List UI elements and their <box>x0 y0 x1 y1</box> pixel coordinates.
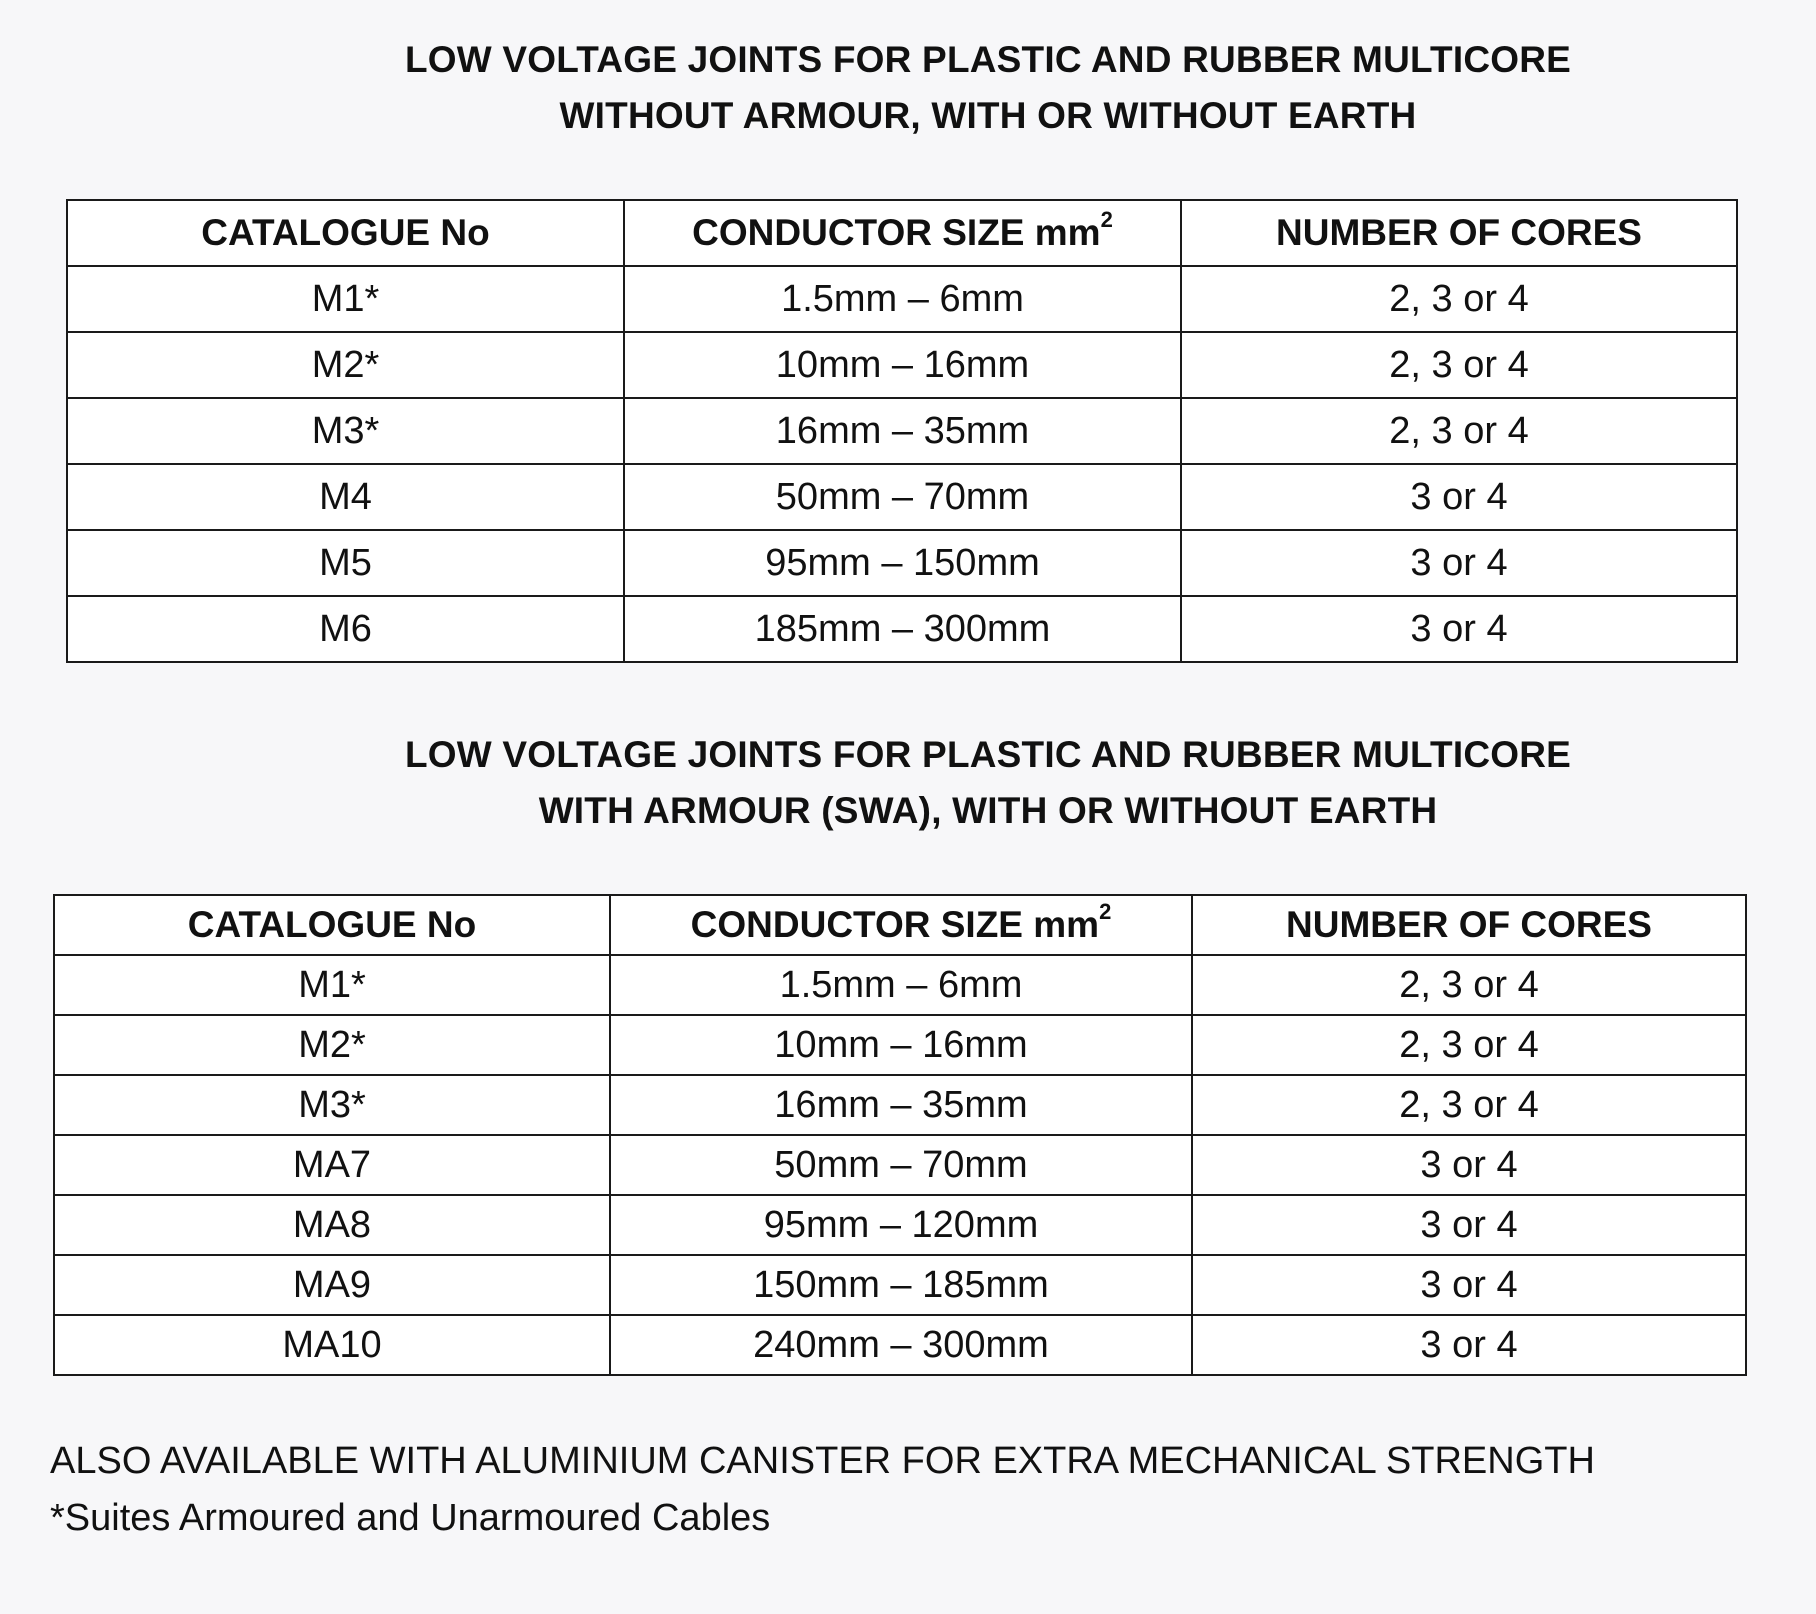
number-of-cores-cell: 2, 3 or 4 <box>1192 1015 1746 1075</box>
conductor-size-cell: 16mm – 35mm <box>610 1075 1192 1135</box>
table-row <box>54 1075 1746 1135</box>
squared-superscript: 2 <box>1099 899 1112 924</box>
table-row <box>67 266 1737 332</box>
table-row <box>54 1315 1746 1375</box>
number-of-cores-cell: 2, 3 or 4 <box>1192 955 1746 1015</box>
catalogue-no-cell: M3* <box>54 1075 610 1135</box>
catalogue-no-cell: MA8 <box>54 1195 610 1255</box>
conductor-size-cell: 10mm – 16mm <box>610 1015 1192 1075</box>
conductor-size-header-label: CONDUCTOR SIZE mm <box>690 904 1100 945</box>
armoured-joints-table <box>53 894 1747 1376</box>
conductor-size-cell: 50mm – 70mm <box>610 1135 1192 1195</box>
table-row <box>54 1015 1746 1075</box>
squared-superscript: 2 <box>1100 207 1113 232</box>
catalogue-no-cell: M1* <box>67 266 624 332</box>
conductor-size-cell: 240mm – 300mm <box>610 1315 1192 1375</box>
number-of-cores-cell: 2, 3 or 4 <box>1181 266 1737 332</box>
conductor-size-cell: 185mm – 300mm <box>624 596 1181 662</box>
catalogue-no-cell: M1* <box>54 955 610 1015</box>
catalogue-no-cell: M4 <box>67 464 624 530</box>
table-row <box>67 464 1737 530</box>
catalogue-no-header: CATALOGUE No <box>67 200 624 266</box>
number-of-cores-header: NUMBER OF CORES <box>1192 895 1746 955</box>
catalogue-no-cell: M3* <box>67 398 624 464</box>
table-row <box>54 1255 1746 1315</box>
conductor-size-cell: 95mm – 150mm <box>624 530 1181 596</box>
catalogue-no-cell: M2* <box>67 332 624 398</box>
number-of-cores-cell: 3 or 4 <box>1181 596 1737 662</box>
table-row <box>54 955 1746 1015</box>
unarmoured-joints-table <box>66 199 1738 663</box>
catalogue-no-cell: MA7 <box>54 1135 610 1195</box>
conductor-size-header <box>610 895 1192 955</box>
section2-title-line2: WITH ARMOUR (SWA), WITH OR WITHOUT EARTH <box>538 790 1438 831</box>
number-of-cores-cell: 2, 3 or 4 <box>1192 1075 1746 1135</box>
catalogue-no-cell: MA9 <box>54 1255 610 1315</box>
footnote-armoured-cables: *Suites Armoured and Unarmoured Cables <box>50 1497 771 1539</box>
section1-title-line2: WITHOUT ARMOUR, WITH OR WITHOUT EARTH <box>559 95 1417 136</box>
conductor-size-cell: 150mm – 185mm <box>610 1255 1192 1315</box>
number-of-cores-cell: 3 or 4 <box>1192 1315 1746 1375</box>
conductor-size-header-label: CONDUCTOR SIZE mm <box>692 212 1101 253</box>
catalogue-no-cell: M2* <box>54 1015 610 1075</box>
conductor-size-cell: 10mm – 16mm <box>624 332 1181 398</box>
section1-title <box>0 32 1816 144</box>
table-row <box>54 1195 1746 1255</box>
conductor-size-cell: 1.5mm – 6mm <box>624 266 1181 332</box>
conductor-size-cell: 50mm – 70mm <box>624 464 1181 530</box>
table-row <box>67 596 1737 662</box>
catalogue-no-cell: M6 <box>67 596 624 662</box>
aluminium-canister-note: ALSO AVAILABLE WITH ALUMINIUM CANISTER FOR EXTRA MECHANICAL STRENGTH <box>50 1440 1595 1482</box>
table-header-row <box>67 200 1737 266</box>
number-of-cores-cell: 2, 3 or 4 <box>1181 398 1737 464</box>
conductor-size-header <box>624 200 1181 266</box>
section1-title-line1: LOW VOLTAGE JOINTS FOR PLASTIC AND RUBBER MULTICORE <box>404 39 1572 80</box>
conductor-size-cell: 16mm – 35mm <box>624 398 1181 464</box>
conductor-size-cell: 95mm – 120mm <box>610 1195 1192 1255</box>
section2-title <box>0 727 1816 839</box>
table-row <box>67 530 1737 596</box>
table-row <box>67 332 1737 398</box>
table-row <box>67 398 1737 464</box>
table-row <box>54 1135 1746 1195</box>
table-header-row <box>54 895 1746 955</box>
number-of-cores-cell: 3 or 4 <box>1192 1255 1746 1315</box>
catalogue-no-cell: M5 <box>67 530 624 596</box>
catalogue-no-header: CATALOGUE No <box>54 895 610 955</box>
number-of-cores-cell: 3 or 4 <box>1181 464 1737 530</box>
conductor-size-cell: 1.5mm – 6mm <box>610 955 1192 1015</box>
number-of-cores-cell: 2, 3 or 4 <box>1181 332 1737 398</box>
number-of-cores-header: NUMBER OF CORES <box>1181 200 1737 266</box>
number-of-cores-cell: 3 or 4 <box>1192 1195 1746 1255</box>
number-of-cores-cell: 3 or 4 <box>1192 1135 1746 1195</box>
number-of-cores-cell: 3 or 4 <box>1181 530 1737 596</box>
catalogue-no-cell: MA10 <box>54 1315 610 1375</box>
section2-title-line1: LOW VOLTAGE JOINTS FOR PLASTIC AND RUBBER MULTICORE <box>404 734 1572 775</box>
